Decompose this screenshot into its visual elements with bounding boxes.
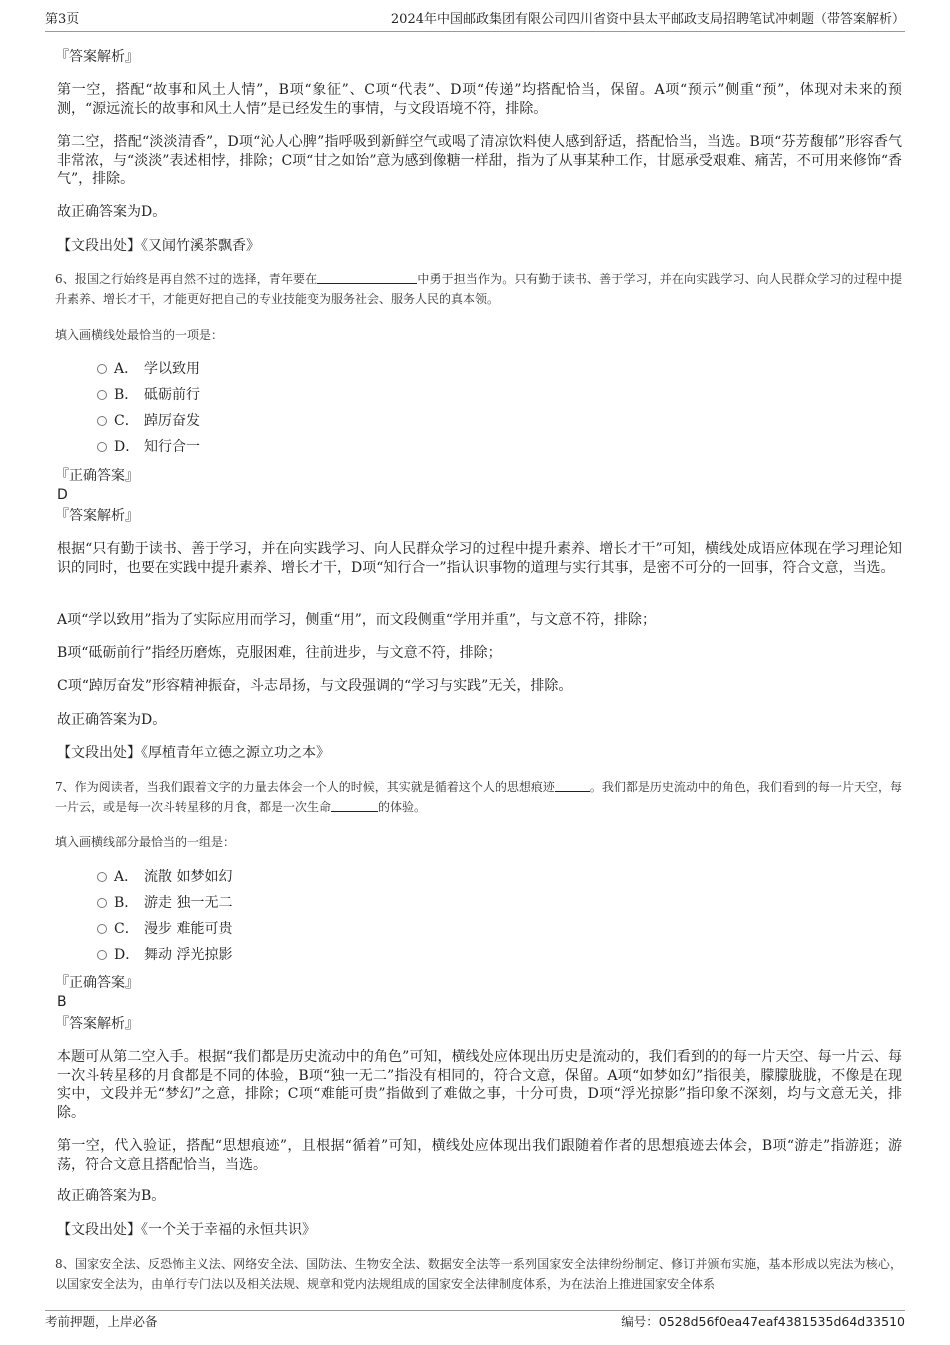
q7-analysis-para-1: 本题可从第二空入手。根据“我们都是历史流动中的角色”可知，横线处应体现出历史是流动的，我们看到的的每一片天空、每一片云、每一次斗转星移的月食都是不同的体验，B项“独一无二”指没有相同的，符合文意，保留。A项“如梦如幻”指很美，朦朦胧胧，不像是在现实中，文段并无“梦幻”之意，排除；C项“难能可贵”指做到了难做之事，十分可贵，D项“浮光掠影”指印象不深刻，均与文意无关，排除。 (57, 1049, 902, 1121)
q8-stem: 8、国家安全法、反恐怖主义法、网络安全法、国防法、生物安全法、数据安全法等一系列国家安全法律纷纷制定、修订并颁布实施，基本形成以宪法为核心，以国家安全法为，由单行专门法以及相关法规、规章和党内法规组成的国家安全法律制度体系，为在法治上推进国家安全体系 (55, 1257, 902, 1291)
q6-stem: 6、报国之行始终是再自然不过的选择，青年要在 中勇于担当作为。只有勤于读书、善于学习，并在向实践学习、向人民群众学习的过程中提升素养、增长才干，才能更好把自己的专业技能变为服务社会、服务人民的真本领。 (55, 272, 902, 306)
q7-answer: B (57, 994, 67, 1010)
q7-option-a[interactable]: A． 流散 如梦如幻 (97, 867, 232, 887)
q7-option-d[interactable]: D． 舞动 浮光掠影 (97, 945, 232, 965)
document-title: 2024年中国邮政集团有限公司四川省资中县太平邮政支局招聘笔试冲刺题（带答案解析） (390, 12, 905, 27)
radio-icon[interactable] (97, 442, 107, 452)
q5-source (57, 237, 902, 256)
document-code: 编号：0528d56f0ea47eaf4381535d64d33510 (621, 1314, 905, 1329)
source-title: 《又闻竹溪茶飘香》 (141, 238, 260, 254)
q5-analysis-para-2: 第二空，搭配“淡淡清香”，D项“沁人心脾”指呼吸到新鲜空气或喝了清凉饮料使人感到舒适，搭配恰当，当选。B项“芬芳馥郁”形容香气非常浓，与“淡淡”表述相悖，排除；C项“甘之如饴”意为感到像糖一样甜，指为了从事某种工作，甘愿承受艰难、痛苦，不可用来修饰“香气”，排除。 (57, 134, 902, 187)
blank (331, 799, 378, 812)
q6-analysis-para-1: 根据“只有勤于读书、善于学习，并在向实践学习、向人民群众学习的过程中提升素养、增长才干”可知，横线处成语应体现在学习理论知识的同时，也要在实践中提升素养、增长才干，D项“知行合一”指认识事物的道理与实行其事，是密不可分的一回事，符合文意，当选。 (57, 541, 902, 576)
blank (555, 779, 590, 792)
footer-slogan: 考前押题，上岸必备 (45, 1314, 158, 1329)
q7-stem: 7、作为阅读者，当我们跟着文字的力量去体会一个人的时候，其实就是循着这个人的思想痕迹 。我们都是历史流动中的角色，我们看到的每一片天空，每一片云，或是每一次斗转星移的月食，都是一次生命 的体验。 (55, 780, 902, 814)
q6-analysis-label: 『答案解析』 (55, 508, 139, 524)
q7-option-c[interactable]: C． 漫步 难能可贵 (97, 919, 232, 939)
q6-option-a[interactable]: A． 学以致用 (97, 359, 200, 379)
q6-option-c[interactable]: C． 踔厉奋发 (97, 411, 200, 431)
radio-icon[interactable] (97, 390, 107, 400)
q6-answer-label: 『正确答案』 (55, 468, 139, 484)
q6-analysis-para-4: C项“踔厉奋发”形容精神振奋，斗志昂扬，与文段强调的“学习与实践”无关，排除。 (57, 678, 573, 694)
q7-source (57, 1221, 902, 1240)
blank (317, 271, 417, 284)
q6-analysis-para-3: B项“砥砺前行”指经历磨炼，克服困难，往前进步，与文意不符，排除； (57, 645, 502, 661)
radio-icon[interactable] (97, 872, 107, 882)
q6-source (57, 744, 902, 763)
q5-analysis-para-1: 第一空，搭配“故事和风土人情”，B项“象征”、C项“代表”、D项“传递”均搭配恰当，保留。A项“预示”侧重“预”，体现对未来的预测，“源远流长的故事和风土人情”是已经发生的事情，与文段语境不符，排除。 (57, 82, 902, 117)
q7-answer-label: 『正确答案』 (55, 975, 139, 991)
q5-conclusion: 故正确答案为D。 (57, 204, 167, 220)
radio-icon[interactable] (97, 924, 107, 934)
page-number: 第3页 (45, 12, 80, 27)
q6-answer: D (57, 487, 68, 503)
q7-conclusion: 故正确答案为B。 (57, 1188, 166, 1204)
q6-prompt: 填入画横线处最恰当的一项是： (55, 328, 224, 342)
q6-option-b[interactable]: B． 砥砺前行 (97, 385, 200, 405)
source-label: 【文段出处】 (57, 745, 141, 761)
q5-analysis-label: 『答案解析』 (55, 49, 139, 65)
q6-conclusion: 故正确答案为D。 (57, 712, 167, 728)
q6-analysis-para-2: A项“学以致用”指为了实际应用而学习，侧重“用”，而文段侧重“学用并重”，与文意不符，排除； (57, 612, 657, 628)
q7-prompt: 填入画横线部分最恰当的一组是： (55, 835, 236, 849)
q7-analysis-para-2: 第一空，代入验证，搭配“思想痕迹”，且根据“循着”可知，横线处应体现出我们跟随着作者的思想痕迹去体会，B项“游走”指游逛；游荡，符合文意且搭配恰当，当选。 (57, 1138, 902, 1173)
q6-option-d[interactable]: D． 知行合一 (97, 437, 200, 457)
page-footer (45, 1310, 905, 1331)
radio-icon[interactable] (97, 950, 107, 960)
radio-icon[interactable] (97, 364, 107, 374)
source-title: 《厚植青年立德之源立功之本》 (141, 745, 330, 761)
page-header (45, 9, 905, 32)
source-label: 【文段出处】 (57, 1222, 141, 1238)
source-label: 【文段出处】 (57, 238, 141, 254)
q7-analysis-label: 『答案解析』 (55, 1016, 139, 1032)
radio-icon[interactable] (97, 898, 107, 908)
source-title: 《一个关于幸福的永恒共识》 (141, 1222, 316, 1238)
radio-icon[interactable] (97, 416, 107, 426)
q7-option-b[interactable]: B． 游走 独一无二 (97, 893, 232, 913)
